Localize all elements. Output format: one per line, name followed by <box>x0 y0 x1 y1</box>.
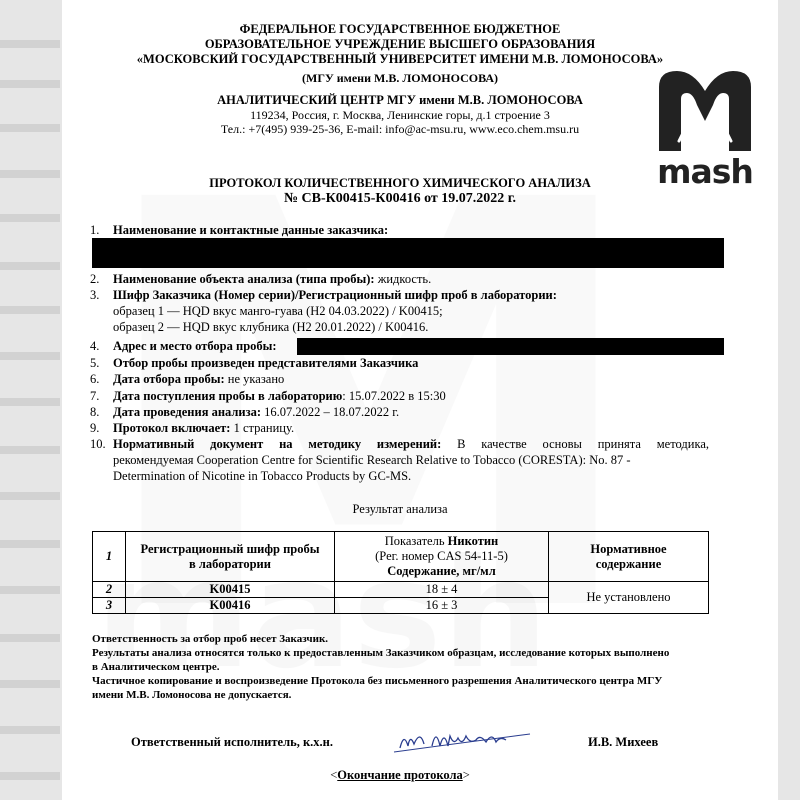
note-line-1: Ответственность за отбор проб несет Заказчик. <box>92 633 329 645</box>
item-1-number: 1. <box>90 223 100 237</box>
results-header-ind-name: Никотин <box>447 534 499 548</box>
item-2-value: жидкость. <box>374 272 432 286</box>
center-name: АНАЛИТИЧЕСКИЙ ЦЕНТР МГУ имени М.В. ЛОМОНОСОВА <box>217 93 583 107</box>
item-7-label: Дата поступления пробы в лабораторию <box>113 389 343 403</box>
item-10-number: 10. <box>90 437 106 451</box>
row-2-code: K00416 <box>126 598 335 614</box>
item-2-number: 2. <box>90 272 100 286</box>
signature-role: Ответственный исполнитель, к.х.н. <box>131 735 333 749</box>
item-8 <box>113 405 399 420</box>
sample-1: образец 1 — HQD вкус манго-гуава (Н2 04.03.2022) / K00415; <box>113 304 443 318</box>
signature-name: И.В. Михеев <box>588 735 659 749</box>
item-6-label: Дата отбора пробы: <box>113 372 225 386</box>
item-9-number: 9. <box>90 421 100 435</box>
mash-logo <box>645 65 765 190</box>
item-5 <box>113 356 418 371</box>
item-10-label: Нормативный документ на методику измерений: <box>113 437 442 451</box>
item-4-label: Адрес и место отбора пробы: <box>113 339 277 353</box>
results-header-row <box>93 532 709 582</box>
results-header-ind-content: Содержание, мг/мл <box>387 564 496 578</box>
item-8-label: Дата проведения анализа: <box>113 405 262 419</box>
protocol-end-text: Окончание протокола <box>337 768 463 782</box>
results-header-reg <box>126 532 335 582</box>
address: 119234, Россия, г. Москва, Ленинские горы, д.1 строение 3 <box>250 108 550 122</box>
results-header-norm-line2: содержание <box>595 556 662 571</box>
method-line-2: рекомендуемая Cooperation Centre for Scientific Research Relative to Tobacco (CORESTA): No. 87 - <box>113 453 631 467</box>
item-10-value: В качестве основы принята методика, <box>441 437 710 451</box>
row-2-value: 16 ± 3 <box>335 598 549 614</box>
redaction-customer <box>92 238 724 268</box>
results-header-norm <box>549 532 709 582</box>
results-title: Результат анализа <box>352 502 448 516</box>
item-7 <box>113 389 446 404</box>
sample-2: образец 2 — HQD вкус клубника (Н2 20.01.2022) / K00416. <box>113 320 429 334</box>
mash-logo-mark <box>645 65 765 155</box>
item-7-number: 7. <box>90 389 100 403</box>
item-10 <box>113 437 709 452</box>
item-1 <box>113 223 388 238</box>
results-table <box>92 531 709 614</box>
item-3-number: 3. <box>90 288 100 302</box>
item-3 <box>113 288 557 303</box>
method-line-3: Determination of Nicotine in Tobacco Products by GC-MS. <box>113 469 412 483</box>
contacts: Тел.: +7(495) 939-25-36, E-mail: info@ac-msu.ru, www.eco.chem.msu.ru <box>220 122 580 136</box>
item-8-number: 8. <box>90 405 100 419</box>
mash-logo-text: mash <box>657 152 753 191</box>
item-6 <box>113 372 284 387</box>
note-line-3: в Аналитическом центре. <box>92 661 220 673</box>
row-1-code: K00415 <box>126 582 335 598</box>
results-header-indicator <box>335 532 549 582</box>
item-8-value: 16.07.2022 – 18.07.2022 г. <box>261 405 400 419</box>
item-3-label: Шифр Заказчика (Номер серии)/Регистрационный шифр проб в лаборатории: <box>113 288 557 302</box>
note-line-5: имени М.В. Ломоносова не допускается. <box>92 689 292 701</box>
item-4-number: 4. <box>90 339 100 353</box>
org-line-2: ОБРАЗОВАТЕЛЬНОЕ УЧРЕЖДЕНИЕ ВЫСШЕГО ОБРАЗОВАНИЯ <box>204 37 596 51</box>
protocol-end <box>0 768 800 783</box>
note-line-4: Частичное копирование и воспроизведение Протокола без письменного разрешения Аналитического центра МГУ <box>92 675 663 687</box>
results-header-ind-cas: (Рег. номер CAS 54-11-5) <box>375 549 508 563</box>
results-header-ind-prefix: Показатель <box>384 534 448 548</box>
results-header-reg-line2: в лаборатории <box>189 556 271 571</box>
redaction-address <box>297 338 724 355</box>
table-row <box>93 582 709 598</box>
results-header-n: 1 <box>93 532 126 582</box>
item-6-value: не указано <box>224 372 285 386</box>
org-short: (МГУ имени М.В. ЛОМОНОСОВА) <box>302 71 498 85</box>
row-1-n: 2 <box>93 582 126 598</box>
norm-value: Не установлено <box>549 582 709 614</box>
item-5-label: Отбор пробы произведен представителями Заказчика <box>113 356 419 370</box>
item-5-number: 5. <box>90 356 100 370</box>
results-header-reg-line1: Регистрационный шифр пробы <box>140 541 320 556</box>
note-line-2: Результаты анализа относятся только к предоставленным Заказчиком образцам, исследование которых выполнено <box>92 647 670 659</box>
item-4 <box>113 339 277 354</box>
item-9-value: 1 страницу. <box>230 421 295 435</box>
item-2-label: Наименование объекта анализа (типа пробы): <box>113 272 375 286</box>
org-line-3: «МОСКОВСКИЙ ГОСУДАРСТВЕННЫЙ УНИВЕРСИТЕТ ИМЕНИ М.В. ЛОМОНОСОВА» <box>136 52 664 66</box>
row-1-value: 18 ± 4 <box>335 582 549 598</box>
protocol-end-gt: > <box>462 768 470 782</box>
results-header-norm-line1: Нормативное <box>590 541 667 556</box>
protocol-title: ПРОТОКОЛ КОЛИЧЕСТВЕННОГО ХИМИЧЕСКОГО АНАЛИЗА <box>209 176 591 190</box>
item-6-number: 6. <box>90 372 100 386</box>
item-2 <box>113 272 431 287</box>
item-7-value: : 15.07.2022 в 15:30 <box>342 389 446 403</box>
handwritten-signature <box>392 722 532 754</box>
org-line-1: ФЕДЕРАЛЬНОЕ ГОСУДАРСТВЕННОЕ БЮДЖЕТНОЕ <box>239 22 561 36</box>
item-1-label: Наименование и контактные данные заказчика: <box>113 223 389 237</box>
item-9-label: Протокол включает: <box>113 421 231 435</box>
row-2-n: 3 <box>93 598 126 614</box>
protocol-end-lt: < <box>330 768 338 782</box>
protocol-number: № СВ-К00415-К00416 от 19.07.2022 г. <box>283 191 517 206</box>
item-9 <box>113 421 294 436</box>
